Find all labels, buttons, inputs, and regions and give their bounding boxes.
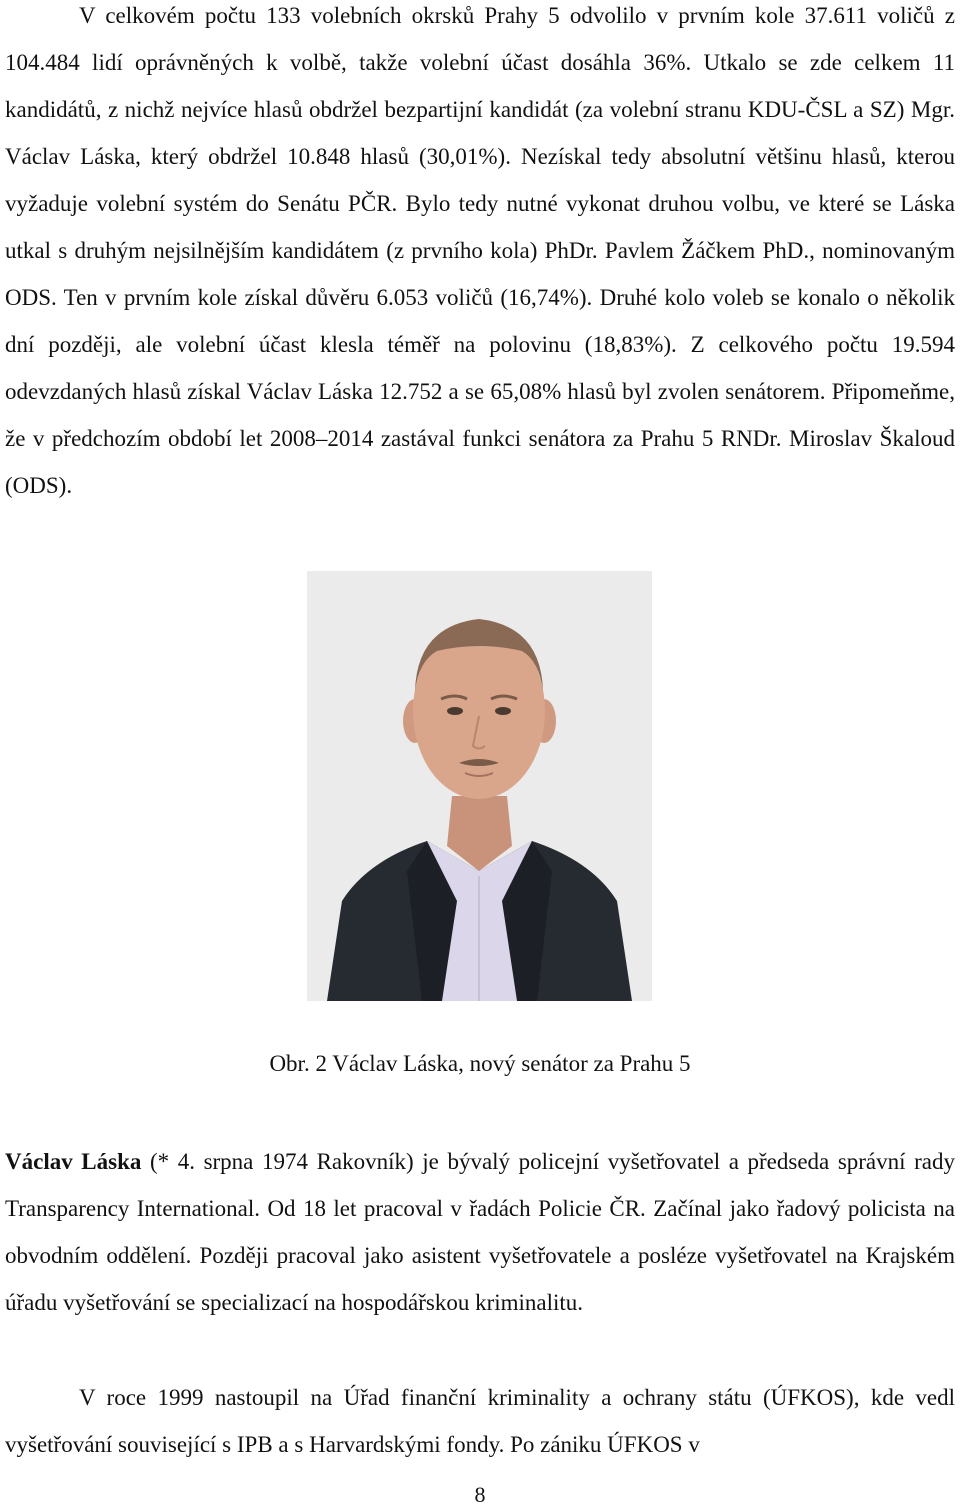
biography-name: Václav Láska (5, 1149, 142, 1174)
paragraph-biography (5, 1138, 955, 1326)
portrait-photo (307, 571, 652, 1001)
paragraph-career: V roce 1999 nastoupil na Úřad finanční kriminality a ochrany státu (ÚFKOS), kde vedl vyšetřování související s IPB a s Harvardskými fondy. Po zániku ÚFKOS v (5, 1385, 955, 1457)
biography-text: (* 4. srpna 1974 Rakovník) je bývalý policejní vyšetřovatel a předseda správní rady Transparency International. Od 18 let pracoval v řadách Policie ČR. Začínal jako řadový policista na obvodním oddělení. Později pracoval jako asistent vyšetřovatele a posléze vyšetřovatel na Krajském úřadu vyšetřování se specializací na hospodářskou kriminalitu. (5, 1149, 955, 1315)
figure-caption: Obr. 2 Václav Láska, nový senátor za Prahu 5 (269, 1051, 691, 1076)
paragraph-election-results: V celkovém počtu 133 volebních okrsků Prahy 5 odvolilo v prvním kole 37.611 voličů z 104.484 lidí oprávněných k volbě, takže volební účast dosáhla 36%. Utkalo se zde celkem 11 kandidátů, z nichž nejvíce hlasů obdržel bezpartijní kandidát (za volební stranu KDU-ČSL a SZ) Mgr. Václav Láska, který obdržel 10.848 hlasů (30,01%). Nezískal tedy absolutní většinu hlasů, kterou vyžaduje volební systém do Senátu PČR. Bylo tedy nutné vykonat druhou volbu, ve které se Láska utkal s druhým nejsilnějším kandidátem (z prvního kola) PhDr. Pavlem Žáčkem PhD., nominovaným ODS. Ten v prvním kole získal důvěru 6.053 voličů (16,74%). Druhé kolo voleb se konalo o několik dní později, ale volební účast klesla téměř na polovinu (18,83%). Z celkového počtu 19.594 odevzdaných hlasů získal Václav Láska 12.752 a se 65,08% hlasů byl zvolen senátorem. Připomeňme, že v předchozím období let 2008–2014 zastával funkci senátora za Prahu 5 RNDr. Miroslav Škaloud (ODS). (5, 3, 955, 498)
page-number: 8 (474, 1482, 486, 1507)
portrait-illustration (307, 571, 652, 1001)
